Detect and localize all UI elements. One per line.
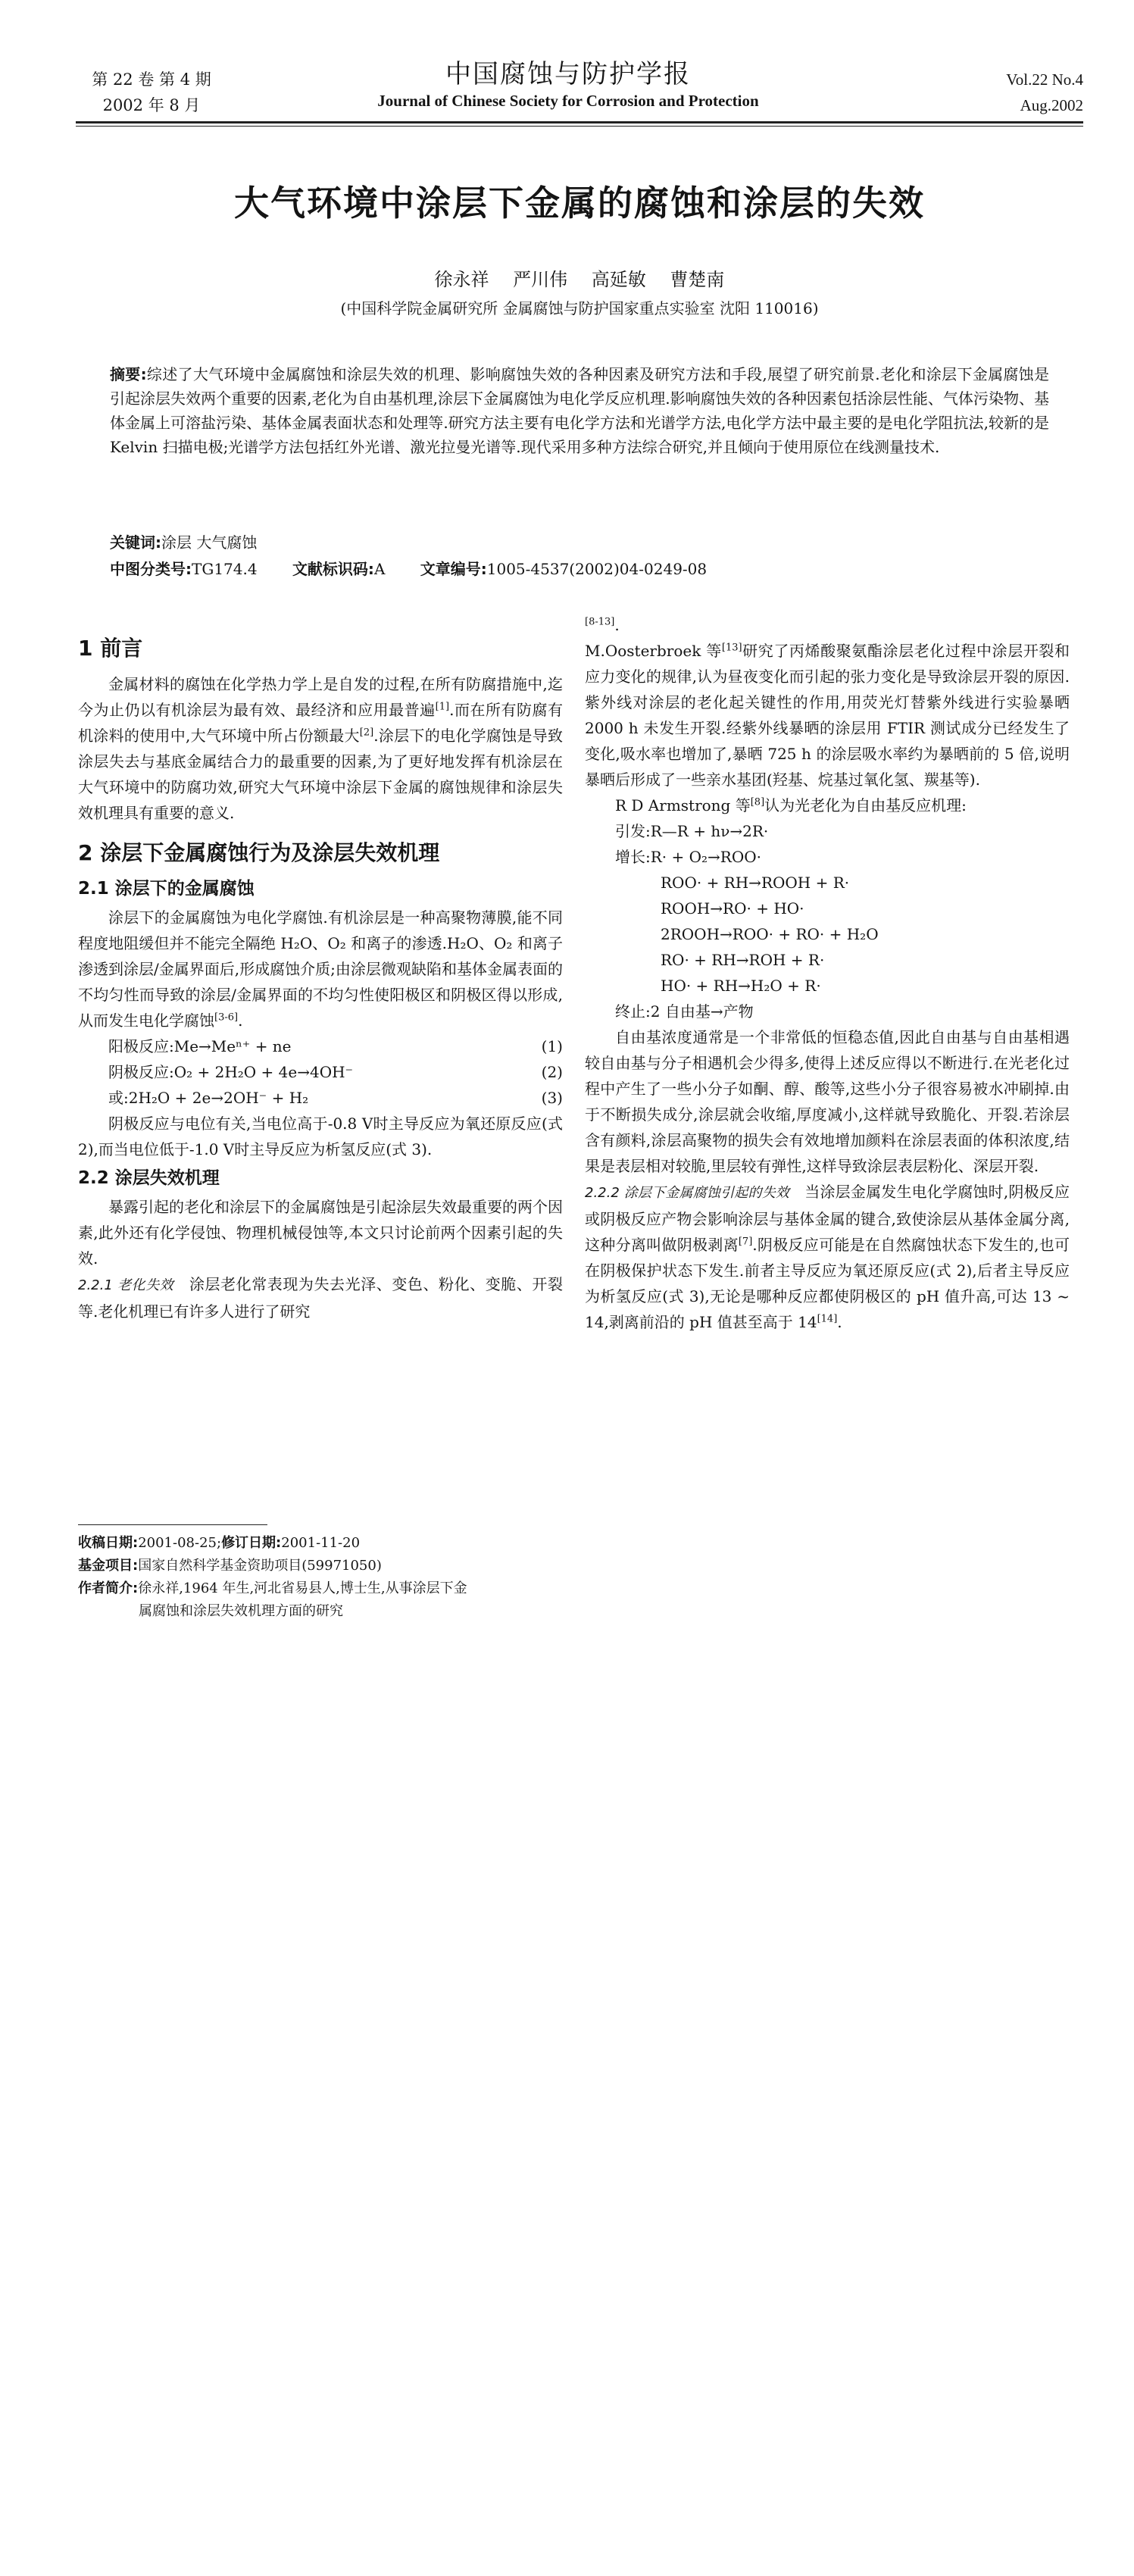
reaction-step-4: RO· + RH→ROH + R· [661,951,825,969]
section-1-paragraph: 金属材料的腐蚀在化学热力学上是自发的过程,在所有防腐措施中,迄今为止仍以有机涂层为最有效、最经济和应用最普遍[1].而在所有防腐有机涂料的使用中,大气环境中所占份额最大[2].涂层下的电化学腐蚀是导致涂层失去与基底金属结合力的最重要的因素,为了更好地发挥有机涂层在大气环境中的防腐功效,研究大气环境中涂层下金属的腐蚀规律和涂层失效机理具有重要的意义. [78,675,564,822]
date-cn: 2002 年 8 月 [102,96,201,114]
affiliation: (中国科学院金属研究所 金属腐蚀与防护国家重点实验室 沈阳 110016) [340,299,819,317]
clc-value: TG174.4 [192,560,258,578]
reaction-propagation: 增长:R· + O₂→ROO· [615,848,762,866]
section-2-heading: 2 涂层下金属腐蚀行为及涂层失效机理 [78,840,440,865]
article-no-label: 文章编号: [420,560,487,578]
reaction-termination: 终止:2 自由基→产物 [615,1002,754,1021]
section-2-2-paragraph: 暴露引起的老化和涂层下的金属腐蚀是引起涂层失效最重要的两个因素,此外还有化学侵蚀、物理机械侵蚀等,本文只讨论前两个因素引起的失效. [78,1198,563,1268]
section-2-2-1-paragraph: 2.2.1 老化失效 涂层老化常表现为失去光泽、变色、粉化、变脆、开裂等.老化机理已有许多人进行了研究 [78,1275,564,1321]
reaction-initiation: 引发:R—R + hν→2R· [615,822,769,840]
article-no-value: 1005-4537(2002)04-0249-08 [486,560,708,578]
abstract [110,362,1049,459]
section-2-2-heading: 2.2 涂层失效机理 [78,1168,220,1188]
section-2-2-2-label: 2.2.2 涂层下金属腐蚀引起的失效 [585,1185,790,1201]
section-2-1-heading: 2.1 涂层下的金属腐蚀 [78,879,255,899]
section-2-2-2-paragraph: 2.2.2 涂层下金属腐蚀引起的失效 当涂层金属发生电化学腐蚀时,阴极反应或阴极反应产物会影响涂层与基体金属的键合,致使涂层从基体金属分离,这种分离叫做阴极剥离[7].阴极反应可能是在自然腐蚀状态下发生的,也可在阴极保护状态下发生.前者主导反应为氧还原反应(式 2),后者主导反应为析氢反应(式 3),无论是哪种反应都使阴极区的 pH 值升高,可达 13 ~ 14,剥离前沿的 pH 值甚至高于 14[14]. [585,1183,1070,1331]
section-2-1-paragraph-2: 阴极反应与电位有关,当电位高于-0.8 V时主导反应为氧还原反应(式 2),而当电位低于-1.0 V时主导反应为析氢反应(式 3). [78,1114,563,1158]
issue-info-cn [76,67,227,118]
clc-label: 中图分类号: [110,560,192,578]
equation-2: 阴极反应:O₂ + 2H₂O + 4e→4OH⁻ (2) [108,1063,563,1081]
footnote [78,1532,563,1623]
journal-name-en: Journal of Chinese Society for Corrosion and Protection [377,92,759,110]
oosterbroek-paragraph: M.Oosterbroek 等[13]研究了丙烯酸聚氨酯涂层老化过程中涂层开裂和应力变化的规律,认为昼夜变化而引起的张力变化是导致涂层开裂的原因.紫外线对涂层的老化起关键性的作用,用荧光灯替紫外线进行实验暴晒 2000 h 未发生开裂.经紫外线暴晒的涂层用 FTIR 测试成分已经发生了变化,吸水率也增加了,暴晒 725 h 的涂层吸水率约为暴晒前的 5 倍,说明暴晒后形成了一些亲水基团(羟基、烷基过氧化氢、羰基等). [585,642,1070,789]
author-bio-cont: 属腐蚀和涂层失效机理方面的研究 [139,1603,343,1619]
classification-line [110,557,1049,581]
abstract-label: 摘要: [110,365,147,383]
author-list: 徐永祥 严川伟 高延敏 曹楚南 [434,269,725,290]
reaction-step-1: ROO· + RH→ROOH + R· [661,874,850,892]
section-1-heading: 1 前言 [78,636,143,661]
right-column [585,612,1070,1335]
issue-info-en [932,67,1083,118]
keywords [110,530,1049,555]
footnote-rule [78,1524,267,1525]
header-rule-thin [76,126,1083,127]
doc-code-label: 文献标识码: [292,560,374,578]
date-en: Aug.2002 [1020,96,1083,114]
equation-1: 阳极反应:Me→Meⁿ⁺ + ne (1) [108,1037,563,1055]
reaction-step-2: ROOH→RO· + HO· [661,899,804,918]
keywords-label: 关键词: [110,533,161,552]
section-2-1-paragraph-1: 涂层下的金属腐蚀为电化学腐蚀.有机涂层是一种高聚物薄膜,能不同程度地阻缓但并不能完全隔绝 H₂O、O₂ 和离子的渗透.H₂O、O₂ 和离子渗透到涂层/金属界面后,形成腐蚀介质;由涂层微观缺陷和基体金属表面的不均匀性而导致的涂层/金属界面的不均匀性使阳极区和阴极区得以形成,从而发生电化学腐蚀[3-6]. [78,908,563,1030]
author-bio: 作者简介:徐永祥,1964 年生,河北省易县人,博士生,从事涂层下金 [78,1580,467,1596]
reaction-step-3: 2ROOH→ROO· + RO· + H₂O [661,925,879,943]
left-column [78,621,563,1324]
journal-name [303,58,833,111]
armstrong-paragraph: R D Armstrong 等[8]认为光老化为自由基反应机理: [615,796,967,814]
journal-name-cn: 中国腐蚀与防护学报 [445,59,691,89]
volume-cn: 第 22 卷 第 4 期 [92,70,211,89]
header-rule-thick [76,121,1083,123]
volume-en: Vol.22 No.4 [1006,70,1083,89]
received-date: 收稿日期:2001-08-25;修订日期:2001-11-20 [78,1535,361,1551]
section-2-2-1-label: 2.2.1 老化失效 [78,1277,174,1293]
section-2-2-1-continued: [8-13]. [585,616,620,634]
doc-code-value: A [373,560,386,578]
free-radical-paragraph: 自由基浓度通常是一个非常低的恒稳态值,因此自由基与自由基相遇较自由基与分子相遇机会少得多,使得上述反应得以不断进行.在光老化过程中产生了一些小分子如酮、醇、酸等,这些小分子很容易被水冲刷掉.由于不断损失成分,涂层就会收缩,厚度减小,这样就导致脆化、开裂.若涂层含有颜料,涂层高聚物的损失会有效地增加颜料在涂层表面的体积浓度,结果是表层相对较脆,里层较有弹性,这样导致涂层表层粉化、深层开裂. [585,1028,1070,1175]
paper-title: 大气环境中涂层下金属的腐蚀和涂层的失效 [234,183,925,224]
abstract-text: 综述了大气环境中金属腐蚀和涂层失效的机理、影响腐蚀失效的各种因素及研究方法和手段,展望了研究前景.老化和涂层下金属腐蚀是引起涂层失效两个重要的因素,老化为自由基机理,涂层下金属腐蚀为电化学反应机理.影响腐蚀失效的各种因素包括涂层性能、气体污染物、基体金属上可溶盐污染、基体金属表面状态和处理等.研究方法主要有电化学方法和光谱学方法,电化学方法中最主要的是电化学阻抗法,较新的是 Kelvin 扫描电极;光谱学方法包括红外光谱、激光拉曼光谱等.现代采用多种方法综合研究,并且倾向于使用原位在线测量技术. [110,365,1049,456]
reaction-step-5: HO· + RH→H₂O + R· [661,977,821,995]
equation-3: 或:2H₂O + 2e→2OH⁻ + H₂ (3) [108,1089,563,1107]
keywords-text: 涂层 大气腐蚀 [161,533,258,552]
fund-info: 基金项目:国家自然科学基金资助项目(59971050) [78,1558,382,1574]
